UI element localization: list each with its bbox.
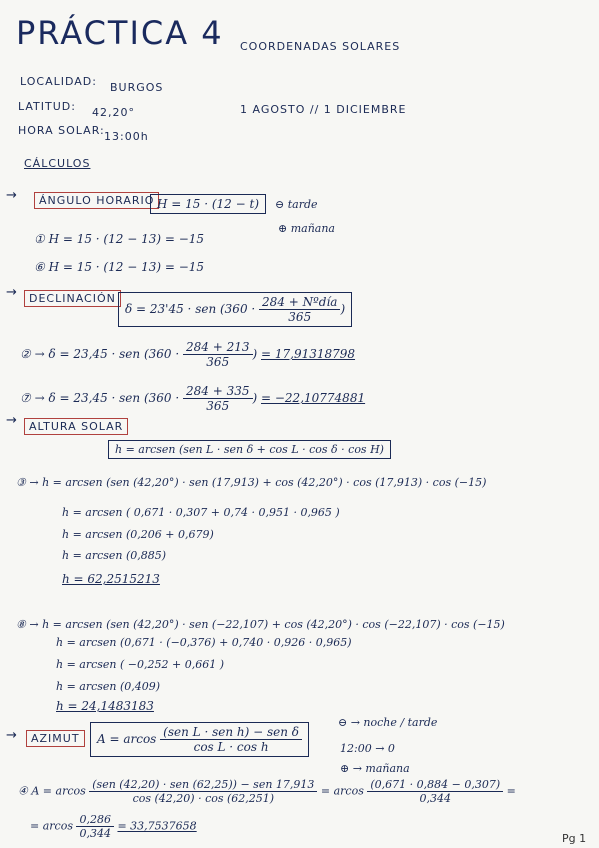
hora-label: HORA SOLAR: [18,124,105,137]
eq4-fraction-2 [367,778,503,805]
azimut-note3: ⊕ → mañana [340,762,410,775]
declinacion-num: 284 + Nºdía [259,295,340,310]
page-subtitle: COORDENADAS SOLARES [240,40,401,53]
eq4-den: cos (42,20) · cos (62,251) [132,792,275,805]
azimut-formula-left: A = arcos [97,732,157,746]
angulo-label: ÁNGULO HORARIO [34,192,159,209]
azimut-note1: ⊖ → noche / tarde [338,716,438,729]
azimut-eq4 [18,778,516,805]
declinacion-eq2: ② → δ = 23,45 · sen (360 · $\frac{284 + 213}{365}$ ) = 17,91318798 [20,340,356,369]
altura-formula: h = arcsen (sen L · sen δ + cos L · cos δ · cos H) [108,440,391,459]
eq2-den: 365 [206,355,230,369]
eq4b-num: 0,286 [76,813,114,827]
eq7-den: 365 [206,399,230,413]
eq4b-result: = 33,7537658 [117,819,197,833]
declinacion-label: DECLINACIÓN [24,290,121,307]
altura-eq3-5: h = 62,2515213 [62,572,160,586]
angulo-eq6: ⑥ H = 15 · (12 − 13) = −15 [34,260,205,274]
page-title: PRÁCTICA 4 [16,14,224,52]
eq4-fraction [89,778,317,805]
eq4b-den: 0,344 [79,827,111,840]
calculos-heading: CÁLCULOS [24,157,91,170]
eq4-tail: = [506,784,516,798]
altura-eq8-4: h = arcsen (0,409) [56,680,161,693]
localidad-label: LOCALIDAD: [20,75,97,88]
declinacion-fraction [259,295,340,324]
arrow-icon: → [6,728,17,743]
eq7-left: ⑦ → δ = 23,45 · sen (360 · [20,391,180,405]
angulo-tarde: ⊖ tarde [275,198,318,211]
arrow-icon: → [6,188,17,203]
hora-value: 13:00h [104,130,149,143]
eq7-result: = −22,10774881 [261,391,366,405]
eq4-num2: (0,671 · 0,884 − 0,307) [367,778,503,792]
arrow-icon: → [6,285,17,300]
localidad-value: BURGOS [110,81,164,94]
azimut-eq4b [30,813,197,840]
altura-eq8-1: ⑧ → h = arcsen (sen (42,20°) · sen (−22,107) + cos (42,20°) · cos (−22,107) · cos (−15) [16,618,505,631]
altura-eq8-2: h = arcsen (0,671 · (−0,376) + 0,740 · 0,926 · 0,965) [56,636,352,649]
eq4b-left: = arcos [30,819,73,833]
angulo-manana: ⊕ mañana [278,222,335,235]
eq4-left: ④ A = arcos [18,784,86,798]
altura-eq3-2: h = arcsen ( 0,671 · 0,307 + 0,74 · 0,951 · 0,965 ) [62,506,340,519]
eq4-den2: 0,344 [419,792,451,805]
altura-eq3-3: h = arcsen (0,206 + 0,679) [62,528,214,541]
eq4-mid: = arcos [320,784,364,798]
declinacion-formula: δ = 23'45 · sen (360 · $\frac{\text{284 + Nºdía}}{365}$ ) [118,292,352,327]
eq4b-fraction [76,813,114,840]
eq2-left: ② → δ = 23,45 · sen (360 · [20,347,180,361]
angulo-formula: H = 15 · (12 − t) [150,194,266,214]
angulo-eq1: ① H = 15 · (12 − 13) = −15 [34,232,205,246]
latitud-label: LATITUD: [18,100,76,113]
azimut-num: (sen L · sen h) − sen δ [160,725,302,740]
azimut-den: cos L · cos h [193,740,269,754]
altura-label: ALTURA SOLAR [24,418,128,435]
eq2-fraction [183,340,253,369]
dates: 1 AGOSTO // 1 DICIEMBRE [240,103,407,116]
azimut-fraction [160,725,302,754]
latitud-value: 42,20° [92,106,135,119]
eq7-fraction [183,384,253,413]
altura-eq8-5: h = 24,1483183 [56,699,154,713]
azimut-formula [90,722,309,757]
eq7-num: 284 + 335 [183,384,253,399]
azimut-label: AZIMUT [26,730,85,747]
eq2-result: = 17,91318798 [261,347,356,361]
declinacion-den: 365 [288,310,312,324]
page-number: Pg 1 [562,832,587,845]
eq2-num: 284 + 213 [183,340,253,355]
altura-eq3-4: h = arcsen (0,885) [62,549,167,562]
altura-eq3-1: ③ → h = arcsen (sen (42,20°) · sen (17,913) + cos (42,20°) · cos (17,913) · cos (−15) [16,476,487,489]
eq4-num: (sen (42,20) · sen (62,25)) − sen 17,913 [89,778,317,792]
declinacion-formula-left: δ = 23'45 · sen (360 · [125,302,256,316]
azimut-note2: 12:00 → 0 [340,742,395,755]
arrow-icon: → [6,413,17,428]
declinacion-eq7: ⑦ → δ = 23,45 · sen (360 · $\frac{284 + 335}{365}$ ) = −22,10774881 [20,384,366,413]
altura-eq8-3: h = arcsen ( −0,252 + 0,661 ) [56,658,224,671]
